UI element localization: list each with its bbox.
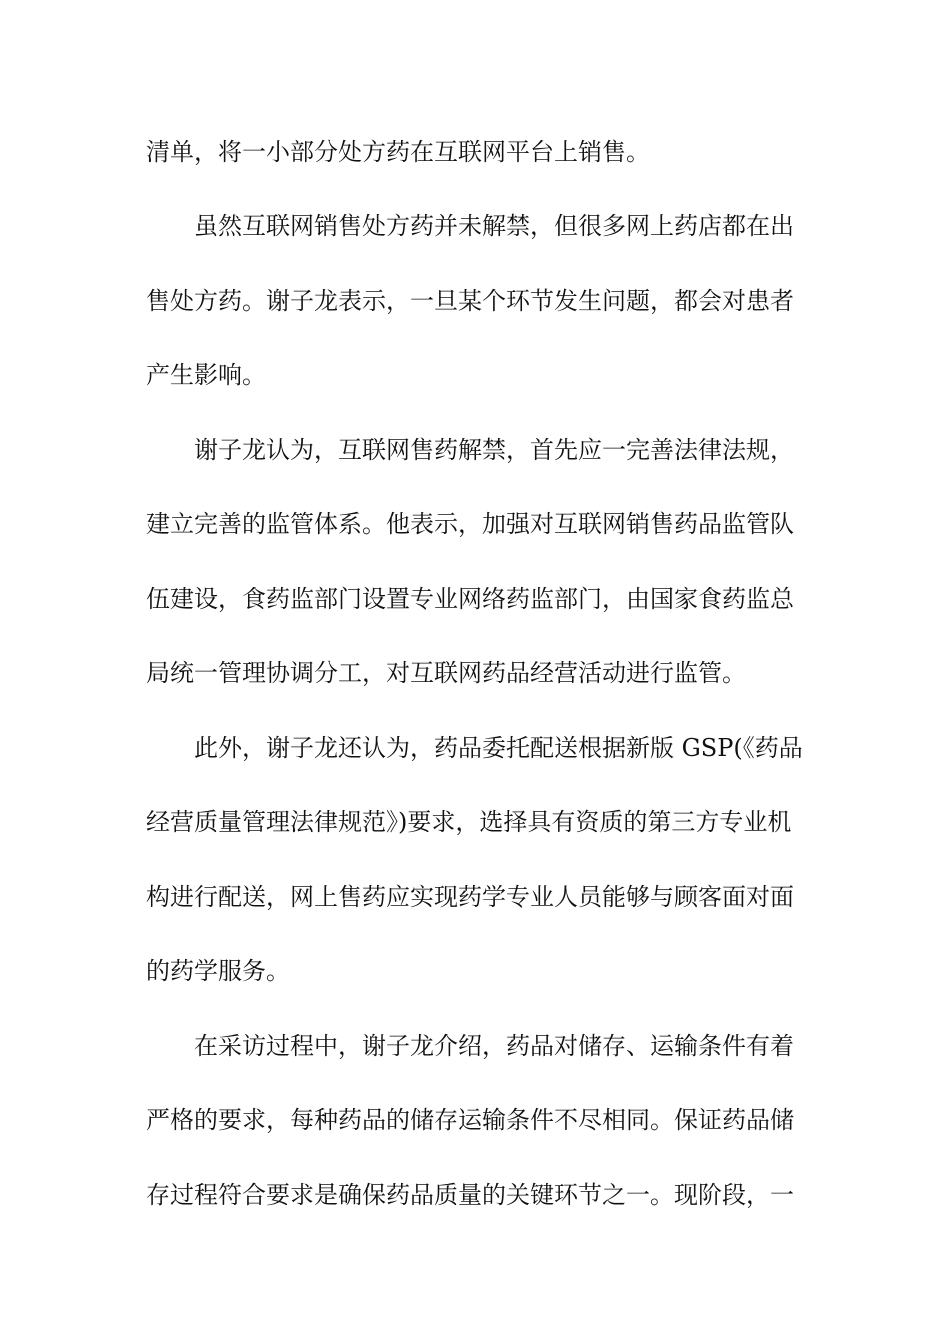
text-line: 构进行配送，网上售药应实现药学专业人员能够与顾客面对面	[146, 883, 794, 911]
paragraph-first-line: 虽然互联网销售处方药并未解禁，但很多网上药店都在出	[194, 212, 794, 240]
paragraph-first-line: 此外，谢子龙还认为，药品委托配送根据新版 GSP(《药品	[194, 734, 803, 762]
text-line: 局统一管理协调分工，对互联网药品经营活动进行监管。	[146, 659, 746, 687]
text-line: 严格的要求，每种药品的储存运输条件不尽相同。保证药品储	[146, 1106, 794, 1134]
text-line: 清单，将一小部分处方药在互联网平台上销售。	[146, 138, 650, 166]
paragraph-first-line: 谢子龙认为，互联网售药解禁，首先应一完善法律法规，	[194, 436, 794, 464]
text-line: 产生影响。	[146, 361, 266, 389]
paragraph-first-line: 在采访过程中，谢子龙介绍，药品对储存、运输条件有着	[194, 1032, 794, 1060]
text-line: 存过程符合要求是确保药品质量的关键环节之一。现阶段，一	[146, 1181, 794, 1209]
text-line: 经营质量管理法律规范》)要求，选择具有资质的第三方专业机	[146, 808, 792, 836]
text-line: 伍建设，食药监部门设置专业网络药监部门，由国家食药监总	[146, 585, 794, 613]
text-line: 的药学服务。	[146, 957, 290, 985]
text-line: 售处方药。谢子龙表示，一旦某个环节发生问题，都会对患者	[146, 287, 794, 315]
text-line: 建立完善的监管体系。他表示，加强对互联网销售药品监管队	[146, 510, 794, 538]
